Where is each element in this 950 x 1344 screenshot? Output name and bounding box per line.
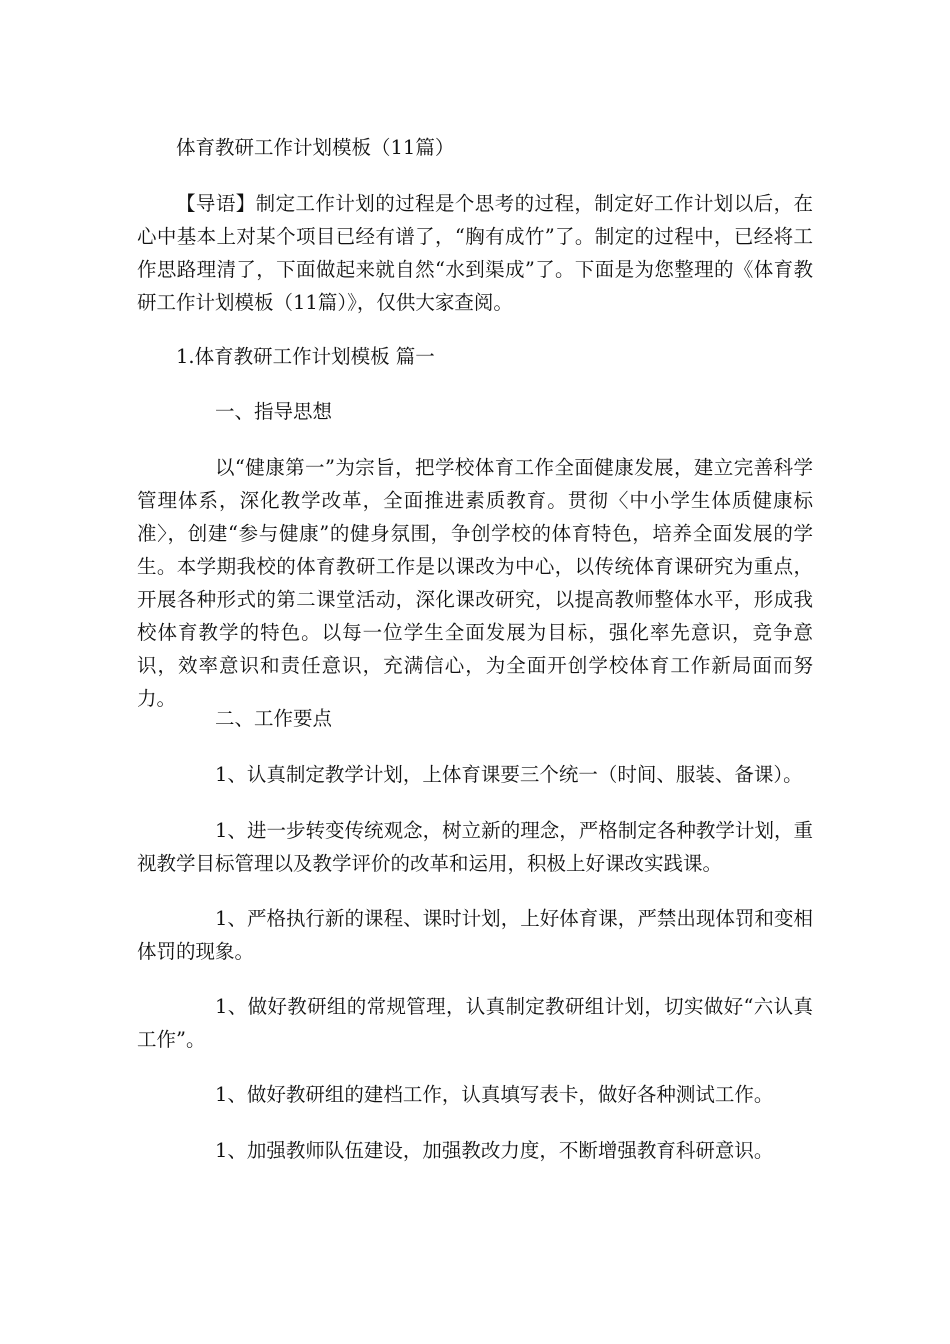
list-item: 1、严格执行新的课程、课时计划，上好体育课，严禁出现体罚和变相体罚的现象。 xyxy=(137,907,813,963)
section-title: 1.体育教研工作计划模板 篇一 xyxy=(176,345,435,368)
heading-guiding-ideology: 一、指导思想 xyxy=(215,400,333,423)
guiding-ideology-paragraph: 以“健康第一”为宗旨，把学校体育工作全面健康发展，建立完善科学管理体系，深化教学改革，全面推进素质教育。贯彻〈中小学生体质健康标准〉，创建“参与健康”的健身氛围，争创学校的体育特色，培养全面发展的学生。本学期我校的体育教研工作是以课改为中心，以传统体育课研究为重点，开展各种形式的第二课堂活动，深化课改研究，以提高教师整体水平，形成我校体育教学的特色。以每一位学生全面发展为目标，强化率先意识，竞争意识，效率意识和责任意识，充满信心，为全面开创学校体育工作新局面而努力。 xyxy=(137,456,813,710)
list-item: 1、做好教研组的常规管理，认真制定教研组计划，切实做好“六认真工作”。 xyxy=(137,995,813,1051)
heading-work-points: 二、工作要点 xyxy=(215,707,333,730)
list-item: 1、做好教研组的建档工作，认真填写表卡，做好各种测试工作。 xyxy=(215,1083,774,1106)
list-item: 1、认真制定教学计划，上体育课要三个统一（时间、服装、备课）。 xyxy=(215,763,803,786)
list-item: 1、加强教师队伍建设，加强教改力度，不断增强教育科研意识。 xyxy=(215,1139,774,1162)
list-item: 1、进一步转变传统观念，树立新的理念，严格制定各种教学计划，重视教学目标管理以及教学评价的改革和运用，积极上好课改实践课。 xyxy=(137,819,813,875)
intro-paragraph: 【导语】制定工作计划的过程是个思考的过程，制定好工作计划以后，在心中基本上对某个项目已经有谱了，“胸有成竹”了。制定的过程中，已经将工作思路理清了，下面做起来就自然“水到渠成”了。下面是为您整理的《体育教研工作计划模板（11篇）》，仅供大家查阅。 xyxy=(137,192,813,314)
document-title: 体育教研工作计划模板（11篇） xyxy=(176,136,455,159)
